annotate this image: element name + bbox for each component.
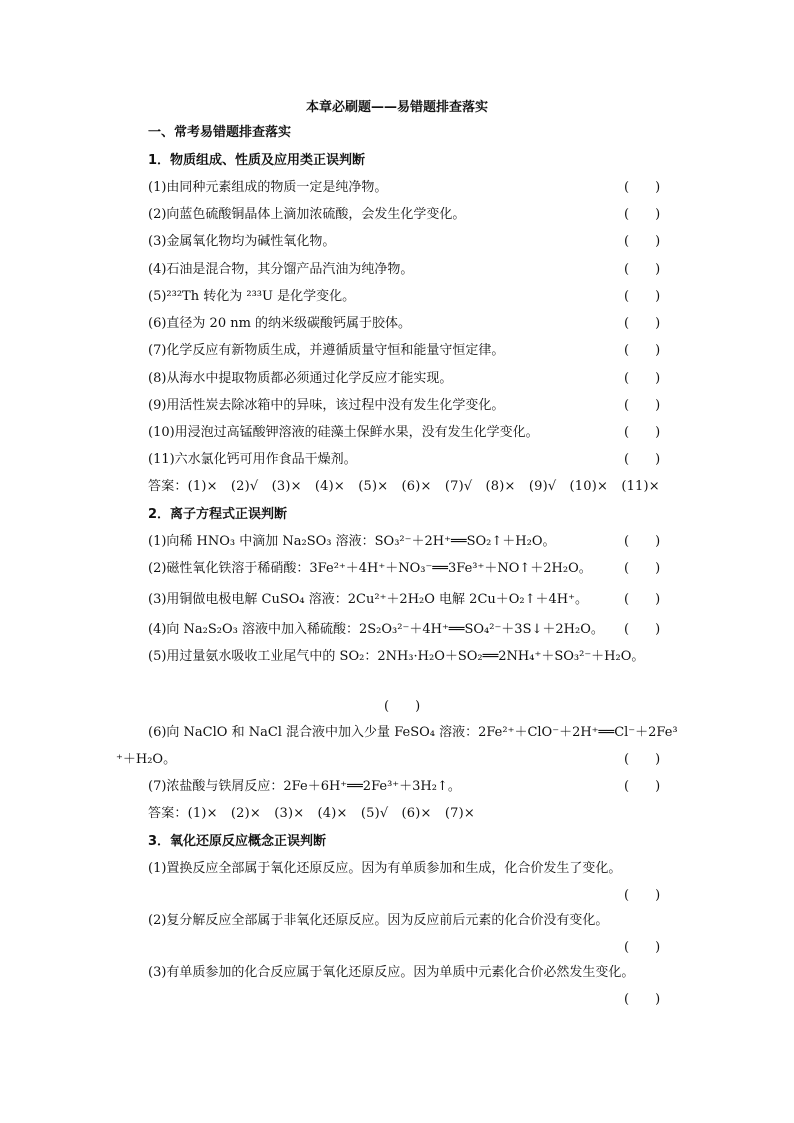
section-heading: 一、常考易错题排查落实 (148, 125, 292, 140)
answer-blank: ( ) (624, 425, 661, 440)
answer-key: 答案：(1)× (2)× (3)× (4)× (5)√ (6)× (7)× (148, 806, 475, 821)
answer-blank: ( ) (624, 316, 661, 331)
part2-heading: 2．离子方程式正误判断 (148, 507, 288, 522)
answer-blank: ( ) (624, 940, 661, 955)
question-item: (4)石油是混合物，其分馏产品汽油为纯净物。 (148, 262, 414, 277)
question-item: (2)向蓝色硫酸铜晶体上滴加浓硫酸，会发生化学变化。 (148, 207, 466, 222)
part3-heading: 3．氧化还原反应概念正误判断 (148, 834, 327, 849)
answer-blank: ( ) (624, 289, 661, 304)
question-item: (1)置换反应全部属于氧化还原反应。因为有单质参加和生成，化合价发生了变化。 (148, 861, 622, 876)
answer-blank: ( ) (624, 592, 661, 607)
answer-blank: ( ) (384, 699, 421, 714)
answer-blank: ( ) (624, 622, 661, 637)
question-item: (1)由同种元素组成的物质一定是纯净物。 (148, 180, 388, 195)
answer-blank: ( ) (624, 262, 661, 277)
part1-heading: 1．物质组成、性质及应用类正误判断 (148, 153, 366, 168)
question-item: (10)用浸泡过高锰酸钾溶液的硅藻土保鲜水果，没有发生化学变化。 (148, 425, 539, 440)
answer-blank: ( ) (624, 888, 661, 903)
question-item: (6)直径为 20 nm 的纳米级碳酸钙属于胶体。 (148, 316, 412, 331)
question-item: (6)向 NaClO 和 NaCl 混合液中加入少量 FeSO₄ 溶液：2Fe²⁺＋ClO⁻＋2H⁺══Cl⁻＋2Fe³ (148, 725, 678, 740)
answer-blank: ( ) (624, 371, 661, 386)
answer-blank: ( ) (624, 561, 661, 576)
question-item: (8)从海水中提取物质都必须通过化学反应才能实现。 (148, 371, 453, 386)
answer-blank: ( ) (624, 992, 661, 1007)
answer-blank: ( ) (624, 752, 661, 767)
answer-blank: ( ) (624, 398, 661, 413)
answer-blank: ( ) (624, 343, 661, 358)
answer-blank: ( ) (624, 452, 661, 467)
question-item: (11)六水氯化钙可用作食品干燥剂。 (148, 452, 357, 467)
question-item: (9)用活性炭去除冰箱中的异味，该过程中没有发生化学变化。 (148, 398, 505, 413)
question-item: (7)浓盐酸与铁屑反应：2Fe＋6H⁺══2Fe³⁺＋3H₂↑。 (148, 779, 461, 794)
question-item: (7)化学反应有新物质生成，并遵循质量守恒和能量守恒定律。 (148, 343, 505, 358)
answer-blank: ( ) (624, 534, 661, 549)
answer-key: 答案：(1)× (2)√ (3)× (4)× (5)× (6)× (7)√ (8)× (9)√ (10)× (11)× (148, 479, 660, 494)
question-item: (3)有单质参加的化合反应属于氧化还原反应。因为单质中元素化合价必然发生变化。 (148, 965, 635, 980)
question-item: (2)复分解反应全部属于非氧化还原反应。因为反应前后元素的化合价没有变化。 (148, 913, 609, 928)
question-item: (5)²³²Th 转化为 ²³³U 是化学变化。 (148, 289, 356, 304)
question-item: (5)用过量氨水吸收工业尾气中的 SO₂：2NH₃·H₂O＋SO₂══2NH₄⁺＋SO₃²⁻＋H₂O。 (148, 649, 645, 664)
question-item-continued: ⁺＋H₂O。 (116, 752, 177, 767)
question-item: (3)金属氧化物均为碱性氧化物。 (148, 234, 336, 249)
question-item: (4)向 Na₂S₂O₃ 溶液中加入稀硫酸：2S₂O₃²⁻＋4H⁺══SO₄²⁻＋3S↓＋2H₂O。 (148, 622, 604, 637)
answer-blank: ( ) (624, 234, 661, 249)
question-item: (2)磁性氧化铁溶于稀硝酸：3Fe²⁺＋4H⁺＋NO₃⁻══3Fe³⁺＋NO↑＋2H₂O。 (148, 561, 592, 576)
question-item: (1)向稀 HNO₃ 中滴加 Na₂SO₃ 溶液：SO₃²⁻＋2H⁺══SO₂↑＋H₂O。 (148, 534, 556, 549)
answer-blank: ( ) (624, 207, 661, 222)
question-item: (3)用铜做电极电解 CuSO₄ 溶液：2Cu²⁺＋2H₂O 电解 2Cu＋O₂↑＋4H⁺。 (148, 592, 589, 607)
answer-blank: ( ) (624, 180, 661, 195)
answer-blank: ( ) (624, 779, 661, 794)
page-title: 本章必刷题——易错题排查落实 (305, 100, 488, 115)
